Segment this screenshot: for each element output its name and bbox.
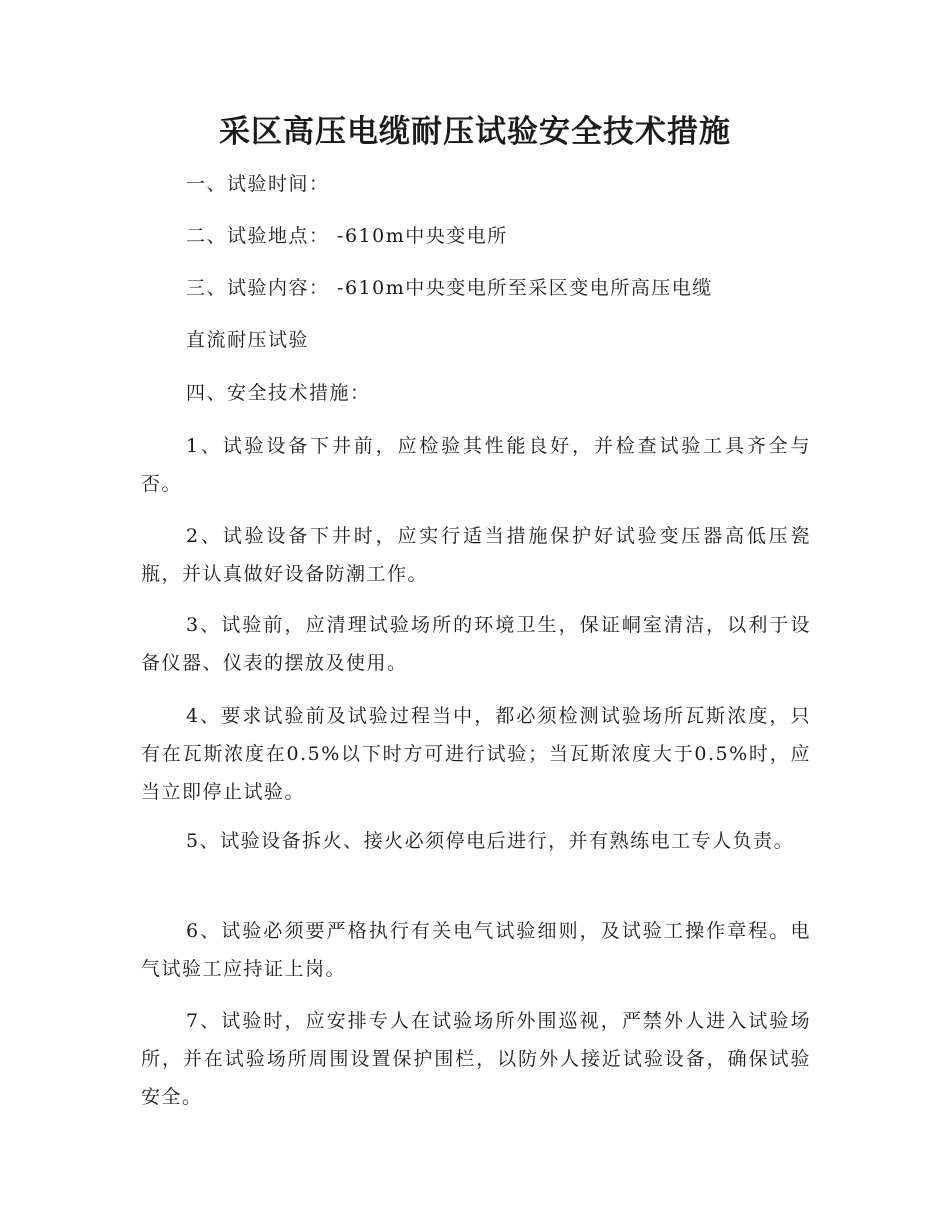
measure-item-4: 4、要求试验前及试验过程当中，都必须检测试验场所瓦斯浓度，只有在瓦斯浓度在0.5%以下时方可进行试验；当瓦斯浓度大于0.5%时，应当立即停止试验。 [141, 705, 811, 803]
heading-test-time: 一、试验时间： [186, 173, 330, 195]
heading-test-content: 三、试验内容： -610m中央变电所至采区变电所高压电缆 [186, 277, 713, 299]
measure-item-3: 3、试验前，应清理试验场所的环境卫生，保证峒室清洁，以利于设备仪器、仪表的摆放及使用。 [141, 614, 811, 674]
measure-item-2: 2、试验设备下井时，应实行适当措施保护好试验变压器高低压瓷瓶，并认真做好设备防潮工作。 [141, 525, 811, 585]
heading-safety-measures: 四、安全技术措施： [186, 382, 371, 404]
heading-test-location: 二、试验地点： -610m中央变电所 [186, 225, 508, 247]
measure-item-7: 7、试验时，应安排专人在试验场所外围巡视，严禁外人进入试验场所，并在试验场所周围设置保护围栏，以防外人接近试验设备，确保试验安全。 [141, 1010, 811, 1108]
heading-test-content-continued: 直流耐压试验 [186, 329, 310, 351]
document-title: 采区高压电缆耐压试验安全技术措施 [219, 114, 731, 150]
measure-item-6: 6、试验必须要严格执行有关电气试验细则，及试验工操作章程。电气试验工应持证上岗。 [141, 920, 811, 980]
measure-item-5: 5、试验设备拆火、接火必须停电后进行，并有熟练电工专人负责。 [186, 830, 795, 852]
measure-item-1: 1、试验设备下井前，应检验其性能良好，并检查试验工具齐全与否。 [141, 435, 811, 495]
